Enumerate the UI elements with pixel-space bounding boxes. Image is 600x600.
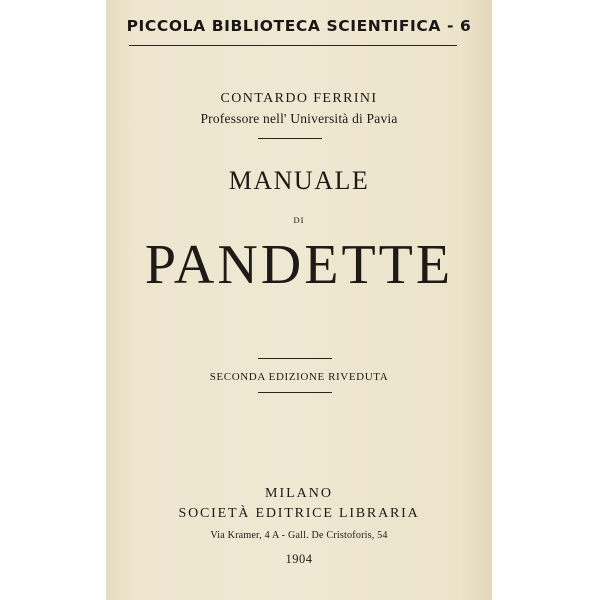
book-title-subject: PANDETTE	[144, 234, 454, 296]
series-underline	[129, 45, 457, 46]
edition-statement: SECONDA EDIZIONE RIVEDUTA	[209, 371, 389, 383]
imprint-publisher: SOCIETÀ EDITRICE LIBRARIA	[178, 506, 420, 521]
title-page	[106, 0, 492, 600]
author-affiliation: Professore nell' Università di Pavia	[200, 111, 398, 126]
series-header: PICCOLA BIBLIOTECA SCIENTIFICA - 6	[126, 17, 472, 35]
imprint-year: 1904	[285, 552, 313, 566]
author-divider	[258, 138, 322, 139]
author-name: CONTARDO FERRINI	[220, 91, 378, 106]
imprint-address: Via Kramer, 4 A - Gall. De Cristoforis, 54	[210, 529, 388, 541]
edition-top-divider	[258, 358, 332, 359]
book-title-connector: DI	[293, 215, 305, 225]
edition-bottom-divider	[258, 392, 332, 393]
imprint-city: MILANO	[265, 486, 333, 501]
book-title-main: MANUALE	[228, 166, 370, 195]
